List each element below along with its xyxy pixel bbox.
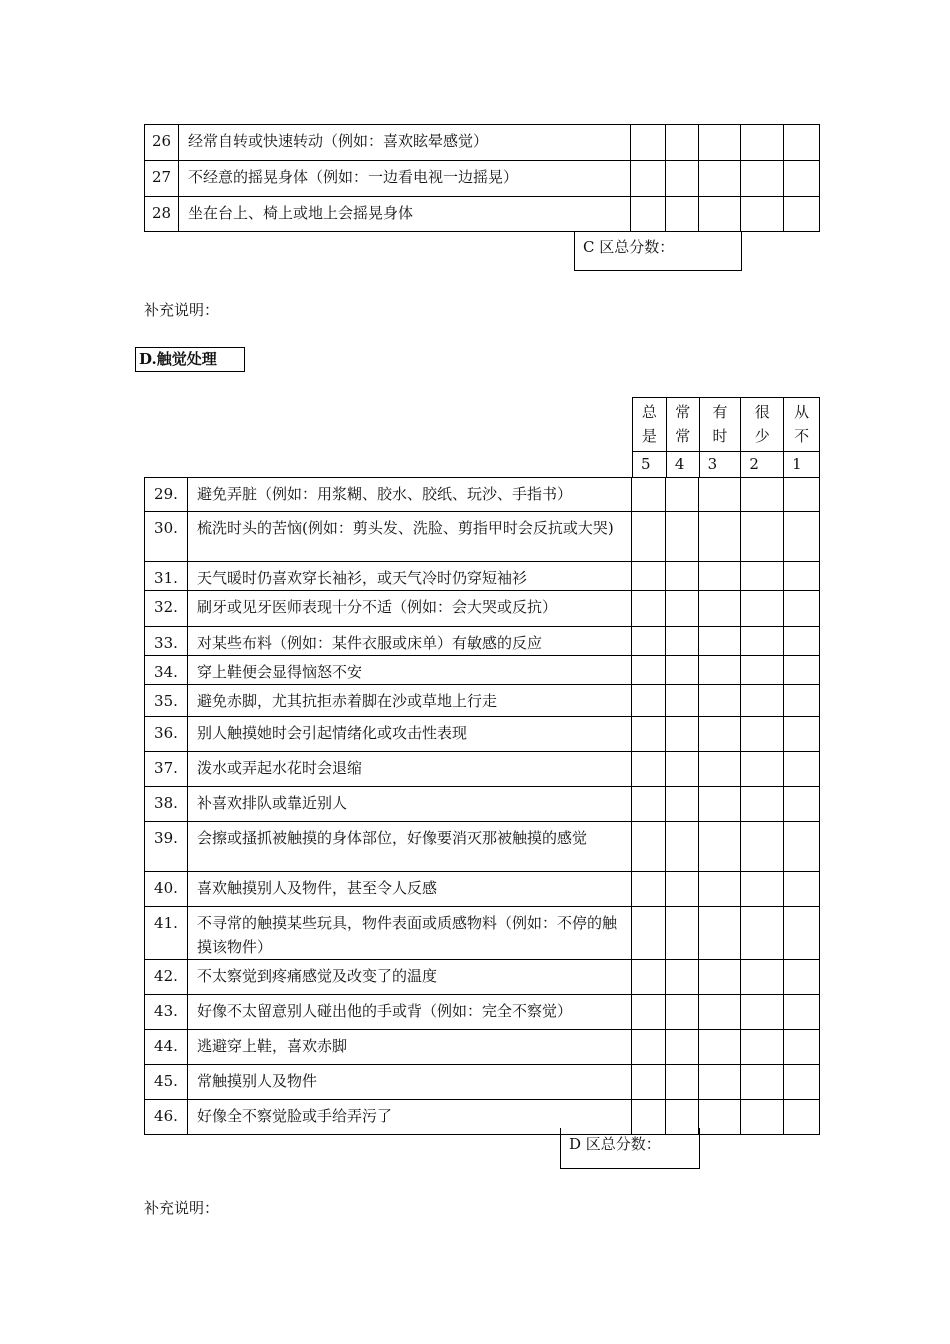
rating-cell[interactable] (666, 685, 699, 717)
rating-cell[interactable] (741, 656, 784, 685)
rating-cell[interactable] (741, 717, 784, 752)
rating-cell[interactable] (666, 960, 699, 995)
header-sometimes: 有 时 (699, 398, 741, 452)
item-number: 31. (145, 562, 188, 591)
item-text: 坐在台上、椅上或地上会摇晃身体 (178, 197, 630, 232)
item-number: 45. (145, 1065, 188, 1100)
rating-cell[interactable] (699, 717, 741, 752)
header-often: 常 常 (666, 398, 699, 452)
item-text: 喜欢触摸别人及物件，甚至令人反感 (187, 872, 631, 907)
rating-cell[interactable] (632, 562, 666, 591)
rating-cell[interactable] (632, 1065, 666, 1100)
section-c-note-label: 补充说明： (144, 301, 220, 319)
item-number: 35. (145, 685, 188, 717)
rating-cell[interactable] (632, 478, 666, 512)
item-text: 不太察觉到疼痛感觉及改变了的温度 (187, 960, 631, 995)
table-row (145, 960, 820, 995)
section-d-note-label: 补充说明： (144, 1199, 220, 1217)
rating-cell[interactable] (666, 656, 699, 685)
rating-cell[interactable] (632, 656, 666, 685)
rating-cell[interactable] (784, 1100, 820, 1135)
table-row (145, 1065, 820, 1100)
rating-cell[interactable] (699, 872, 741, 907)
item-text: 对某些布料（例如：某件衣服或床单）有敏感的反应 (187, 627, 631, 656)
rating-cell[interactable] (632, 822, 666, 872)
rating-cell[interactable] (632, 1030, 666, 1065)
rating-cell[interactable] (631, 125, 666, 161)
rating-cell[interactable] (631, 161, 666, 197)
rating-cell[interactable] (741, 1100, 784, 1135)
item-text: 泼水或弄起水花时会退缩 (187, 752, 631, 787)
item-text: 好像不太留意别人碰出他的手或背（例如：完全不察觉） (187, 995, 631, 1030)
rating-cell[interactable] (699, 512, 741, 562)
rating-cell[interactable] (632, 872, 666, 907)
rating-cell[interactable] (699, 685, 741, 717)
rating-cell[interactable] (741, 512, 784, 562)
rating-cell[interactable] (784, 1065, 820, 1100)
section-d-title: D.触觉处理 (135, 347, 245, 372)
rating-cell[interactable] (741, 822, 784, 872)
rating-cell[interactable] (784, 1030, 820, 1065)
rating-cell[interactable] (784, 995, 820, 1030)
rating-cell[interactable] (666, 787, 699, 822)
item-text: 天气暖时仍喜欢穿长袖衫，或天气冷时仍穿短袖衫 (187, 562, 631, 591)
rating-cell[interactable] (699, 161, 741, 197)
item-number: 36. (145, 717, 188, 752)
header-never: 从 不 (784, 398, 820, 452)
table-row (145, 752, 820, 787)
item-text: 常触摸别人及物件 (187, 1065, 631, 1100)
rating-cell[interactable] (632, 752, 666, 787)
item-text: 穿上鞋便会显得恼怒不安 (187, 656, 631, 685)
rating-cell[interactable] (632, 995, 666, 1030)
rating-cell[interactable] (741, 197, 784, 232)
rating-cell[interactable] (699, 562, 741, 591)
item-number: 26 (145, 125, 179, 161)
rating-cell[interactable] (741, 478, 784, 512)
rating-cell[interactable] (784, 656, 820, 685)
item-number: 29. (145, 478, 188, 512)
rating-cell[interactable] (741, 872, 784, 907)
item-text: 会擦或搔抓被触摸的身体部位，好像要消灭那被触摸的感觉 (187, 822, 631, 872)
rating-cell[interactable] (699, 752, 741, 787)
item-text: 梳洗时头的苦恼(例如：剪头发、洗脸、剪指甲时会反抗或大哭) (187, 512, 631, 562)
item-text: 刷牙或见牙医师表现十分不适（例如：会大哭或反抗） (187, 591, 631, 627)
table-row (145, 995, 820, 1030)
rating-cell[interactable] (666, 512, 699, 562)
table-row (145, 197, 820, 232)
rating-cell[interactable] (784, 872, 820, 907)
item-number: 27 (145, 161, 179, 197)
rating-cell[interactable] (666, 197, 699, 232)
score-3: 3 (699, 452, 741, 478)
section-d-total-box[interactable] (560, 1128, 700, 1169)
score-4: 4 (666, 452, 699, 478)
item-number: 38. (145, 787, 188, 822)
rating-cell[interactable] (784, 960, 820, 995)
score-1: 1 (784, 452, 820, 478)
table-row (145, 1030, 820, 1065)
rating-cell[interactable] (632, 512, 666, 562)
item-text: 不寻常的触摸某些玩具，物件表面或质感物料（例如：不停的触摸该物件） (187, 907, 631, 960)
item-number: 39. (145, 822, 188, 872)
rating-cell[interactable] (741, 1030, 784, 1065)
score-5: 5 (633, 452, 667, 478)
rating-cell[interactable] (784, 125, 820, 161)
rating-cell[interactable] (699, 1065, 741, 1100)
rating-cell[interactable] (666, 478, 699, 512)
rating-cell[interactable] (784, 907, 820, 960)
rating-cell[interactable] (784, 197, 820, 232)
rating-cell[interactable] (741, 1065, 784, 1100)
item-number: 41. (145, 907, 188, 960)
table-row (145, 685, 820, 717)
rating-cell[interactable] (632, 591, 666, 627)
table-row (145, 478, 820, 512)
rating-cell[interactable] (699, 627, 741, 656)
rating-cell[interactable] (784, 717, 820, 752)
item-number: 40. (145, 872, 188, 907)
table-row (145, 787, 820, 822)
header-always: 总 是 (633, 398, 667, 452)
item-number: 34. (145, 656, 188, 685)
rating-cell[interactable] (699, 1100, 741, 1135)
rating-cell[interactable] (632, 960, 666, 995)
rating-cell[interactable] (666, 161, 699, 197)
rating-cell[interactable] (784, 562, 820, 591)
item-text: 逃避穿上鞋，喜欢赤脚 (187, 1030, 631, 1065)
table-row (145, 907, 820, 960)
rating-cell[interactable] (784, 787, 820, 822)
rating-cell[interactable] (741, 685, 784, 717)
rating-cell[interactable] (699, 656, 741, 685)
item-text: 避免弄脏（例如：用浆糊、胶水、胶纸、玩沙、手指书） (187, 478, 631, 512)
item-number: 42. (145, 960, 188, 995)
rating-cell[interactable] (632, 907, 666, 960)
rating-cell[interactable] (741, 125, 784, 161)
rating-cell[interactable] (741, 787, 784, 822)
rating-cell[interactable] (741, 907, 784, 960)
item-text: 不经意的摇晃身体（例如：一边看电视一边摇晃） (178, 161, 630, 197)
rating-cell[interactable] (741, 960, 784, 995)
table-row (145, 717, 820, 752)
rating-cell[interactable] (666, 872, 699, 907)
rating-cell[interactable] (666, 1030, 699, 1065)
rating-cell[interactable] (784, 161, 820, 197)
item-number: 33. (145, 627, 188, 656)
rating-cell[interactable] (784, 752, 820, 787)
rating-cell[interactable] (699, 1030, 741, 1065)
rating-cell[interactable] (632, 685, 666, 717)
rating-cell[interactable] (699, 822, 741, 872)
rating-cell[interactable] (784, 512, 820, 562)
rating-cell[interactable] (666, 995, 699, 1030)
rating-cell[interactable] (666, 562, 699, 591)
item-number: 32. (145, 591, 188, 627)
rating-cell[interactable] (666, 907, 699, 960)
item-number: 30. (145, 512, 188, 562)
table-row (145, 562, 820, 591)
rating-cell[interactable] (666, 125, 699, 161)
rating-cell[interactable] (741, 591, 784, 627)
rating-cell[interactable] (741, 627, 784, 656)
rating-cell[interactable] (666, 591, 699, 627)
section-c-table (144, 124, 820, 232)
table-row (145, 161, 820, 197)
table-row (145, 822, 820, 872)
rating-cell[interactable] (632, 627, 666, 656)
rating-cell[interactable] (632, 787, 666, 822)
rating-cell[interactable] (699, 995, 741, 1030)
rating-cell[interactable] (666, 1065, 699, 1100)
item-number: 28 (145, 197, 179, 232)
section-d-table (144, 477, 820, 1135)
rating-cell[interactable] (666, 717, 699, 752)
score-2: 2 (741, 452, 784, 478)
rating-cell[interactable] (699, 197, 741, 232)
table-row (145, 125, 820, 161)
table-row (145, 1100, 820, 1135)
rating-cell[interactable] (699, 478, 741, 512)
item-text: 经常自转或快速转动（例如：喜欢眩晕感觉） (178, 125, 630, 161)
item-number: 44. (145, 1030, 188, 1065)
table-row (145, 627, 820, 656)
rating-cell[interactable] (699, 960, 741, 995)
rating-cell[interactable] (666, 627, 699, 656)
rating-cell[interactable] (784, 478, 820, 512)
rating-header (632, 397, 820, 478)
rating-cell[interactable] (631, 197, 666, 232)
rating-cell[interactable] (741, 562, 784, 591)
rating-cell[interactable] (741, 161, 784, 197)
item-text: 补喜欢排队或靠近别人 (187, 787, 631, 822)
rating-cell[interactable] (784, 627, 820, 656)
rating-cell[interactable] (666, 822, 699, 872)
item-text: 避免赤脚，尤其抗拒赤着脚在沙或草地上行走 (187, 685, 631, 717)
section-d-total-label: D 区总分数： (569, 1135, 661, 1153)
table-row (145, 591, 820, 627)
rating-cell[interactable] (632, 717, 666, 752)
rating-cell[interactable] (741, 995, 784, 1030)
rating-cell[interactable] (784, 591, 820, 627)
table-row (145, 656, 820, 685)
rating-cell[interactable] (699, 787, 741, 822)
rating-cell[interactable] (699, 125, 741, 161)
table-row (145, 872, 820, 907)
rating-cell[interactable] (666, 752, 699, 787)
item-text: 别人触摸她时会引起情绪化或攻击性表现 (187, 717, 631, 752)
item-number: 43. (145, 995, 188, 1030)
rating-cell[interactable] (699, 907, 741, 960)
item-number: 46. (145, 1100, 188, 1135)
rating-cell[interactable] (699, 591, 741, 627)
section-c-total-label: C 区总分数： (583, 238, 675, 256)
item-text: 好像全不察觉脸或手给弄污了 (187, 1100, 631, 1135)
table-row (145, 512, 820, 562)
section-c-total-box[interactable] (574, 231, 742, 271)
item-number: 37. (145, 752, 188, 787)
header-seldom: 很 少 (741, 398, 784, 452)
rating-cell[interactable] (784, 685, 820, 717)
rating-cell[interactable] (784, 822, 820, 872)
rating-cell[interactable] (741, 752, 784, 787)
